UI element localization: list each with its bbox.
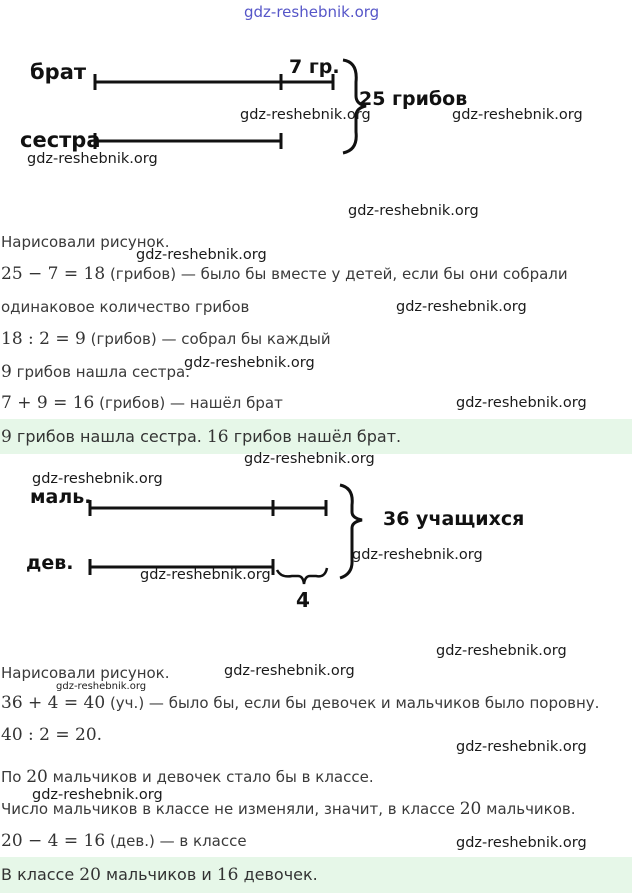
solution2-line2-math: 40 : 2 = 20.	[1, 725, 103, 745]
answer2-end: девочек.	[238, 865, 318, 884]
girls-label: дев.	[26, 552, 74, 574]
watermark: gdz-reshebnik.org	[32, 787, 163, 803]
solution2-line3	[1, 767, 374, 787]
solution2-line5	[1, 831, 247, 851]
watermark: gdz-reshebnik.org	[396, 299, 527, 315]
total-brace-2	[340, 485, 362, 578]
total-label-2: 36 учащихся	[383, 508, 525, 530]
answer1-text-b: грибов нашёл брат.	[228, 427, 402, 446]
answer2-num2: 16	[216, 865, 239, 885]
watermark: gdz-reshebnik.org	[244, 451, 375, 467]
solution2-line4-text: мальчиков.	[481, 800, 576, 818]
solution1-line1-text: (грибов) — было бы вместе у детей, если бы они собрали	[105, 265, 568, 283]
watermark: gdz-reshebnik.org	[348, 203, 479, 219]
solution1-line4-text: (грибов) — нашёл брат	[94, 394, 283, 412]
solution1-line1-cont: одинаковое количество грибов	[1, 298, 250, 316]
watermark: gdz-reshebnik.org	[240, 107, 371, 123]
solution1-line2	[1, 329, 331, 349]
watermark: gdz-reshebnik.org	[184, 355, 315, 371]
solution1-line3-text: грибов нашла сестра.	[11, 363, 190, 381]
watermark: gdz-reshebnik.org	[436, 643, 567, 659]
solution2-line1-text: (уч.) — было бы, если бы девочек и мальчиков было поровну.	[105, 694, 600, 712]
answer1-num-b: 16	[206, 427, 229, 447]
watermark: gdz-reshebnik.org	[452, 107, 583, 123]
sister-label: сестра	[20, 128, 101, 152]
solution1-line1-math: 25 − 7 = 18	[1, 264, 106, 284]
answer2-mid: мальчиков и	[100, 865, 217, 884]
answer2-num1: 20	[79, 865, 101, 885]
answer2-pre: В классе	[1, 865, 80, 884]
watermark: gdz-reshebnik.org	[136, 247, 267, 263]
solution2-line5-math: 20 − 4 = 16	[1, 831, 106, 851]
brother-label: брат	[30, 60, 87, 84]
solution2-line4-num: 20	[459, 799, 482, 819]
solution2-line1-math: 36 + 4 = 40	[1, 693, 106, 713]
solution2-line4-pre: Число мальчиков в классе не изменяли, значит, в классе	[1, 800, 460, 818]
solution2-line5-text: (дев.) — в классе	[105, 832, 247, 850]
difference-label-1: 7 гр.	[289, 56, 340, 78]
solution2-line3-text: мальчиков и девочек стало бы в классе.	[47, 768, 374, 786]
watermark: gdz-reshebnik.org	[32, 471, 163, 487]
watermark-top: gdz-reshebnik.org	[244, 3, 380, 21]
watermark: gdz-reshebnik.org	[140, 567, 271, 583]
watermark: gdz-reshebnik.org	[352, 547, 483, 563]
solution1-line1	[1, 264, 568, 284]
watermark: gdz-reshebnik.org	[456, 395, 587, 411]
watermark: gdz-reshebnik.org	[224, 663, 355, 679]
solution1-line2-math: 18 : 2 = 9	[1, 329, 86, 349]
solution2-intro: Нарисовали рисунок.	[1, 664, 170, 682]
solution1-line4	[1, 393, 283, 413]
answer1-num-a: 9	[1, 427, 12, 447]
solution1-intro: Нарисовали рисунок.	[1, 233, 170, 251]
solution1-line4-math: 7 + 9 = 16	[1, 393, 95, 413]
watermark-small: gdz-reshebnik.org	[56, 681, 147, 692]
watermark: gdz-reshebnik.org	[456, 835, 587, 851]
solution2-line3-num: 20	[26, 767, 48, 787]
answer-2	[1, 865, 318, 885]
solution1-line3	[1, 362, 190, 382]
watermark: gdz-reshebnik.org	[456, 739, 587, 755]
watermark: gdz-reshebnik.org	[27, 151, 158, 167]
solution1-line3-num: 9	[1, 362, 12, 382]
difference-label-2: 4	[296, 588, 310, 612]
answer1-text-a: грибов нашла сестра.	[11, 427, 207, 446]
solution2-line3-pre: По	[1, 768, 27, 786]
solution2-line2	[1, 725, 102, 745]
solution2-line1	[1, 693, 599, 713]
boys-label: маль.	[30, 486, 92, 508]
solution1-line2-text: (грибов) — собрал бы каждый	[85, 330, 331, 348]
answer-1	[1, 427, 401, 447]
total-label-1: 25 грибов	[359, 88, 468, 110]
difference-brace-2	[277, 568, 327, 584]
